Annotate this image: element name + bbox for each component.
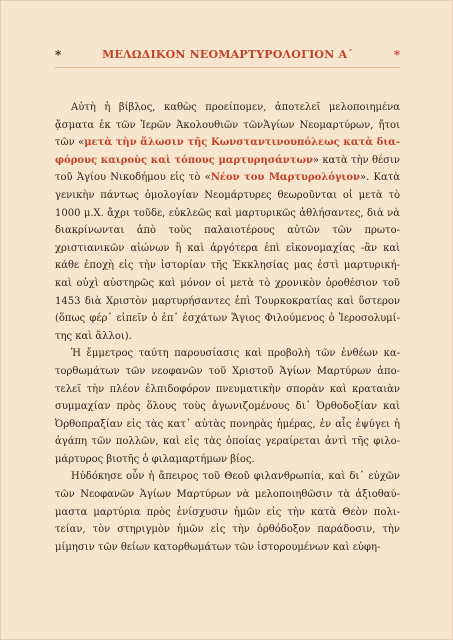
running-title: ΜΕΛΩΔΙΚΟΝ ΝΕΟΜΑΡΤΥΡΟΛΟΓΙΟΝ Α΄: [102, 48, 353, 61]
paragraph-2: Ἡ ἔμμετρος ταύτη παρουσίασις καὶ προβολὴ τῶν ἐνθέων κατορθωμάτων τῶν νεοφανῶν τοῦ Χριστοῦ Ἁγίων Μαρτύρων ἀποτελεῖ τὴν πλέον ἐλπιδοφόρον πνευματικὴν σπορὰν καὶ κραταιὰν συμμαχίαν πρὸς ὅλους τοὺς ἀγωνιζομένους δι᾽ Ὀρθοδοξίαν καὶ Ὀρθοπραξίαν εἰς τὰς κατ᾽ αὐτὰς πονηρὰς ἡμέρας, ἐν αἷς ἐψύγει ἡ ἀγάπη τῶν πολλῶν, καὶ εἰς τὰς ὁποίας γεραίρεται ἀντὶ τῆς φιλομάρτυρος βιοτῆς ὁ φιλαμαρτήμων βίος.: [55, 348, 400, 465]
header-divider: [55, 67, 400, 68]
paragraph-1: [55, 99, 400, 345]
paragraph-1-text-a: Αὐτὴ ἡ βίβλος, καθὼς προείπομεν, ἀποτελεῖ μελοποιημένα ᾄσματα ἐκ τῶν Ἱερῶν Ἀκολουθιῶν τῶνἉγίων Νεομαρτύρων, ἤτοι τῶν «: [55, 102, 400, 149]
left-star-mark: *: [55, 48, 62, 62]
highlight-phrase-2: Νέον του Μαρτυρολόγιον: [210, 172, 360, 184]
body-text: [55, 99, 400, 556]
paragraph-3: Ηὐδόκησε οὖν ἡ ἄπειρος τοῦ Θεοῦ φιλανθρωπία, καὶ δι᾽ εὐχῶν τῶν Νεοφανῶν Ἁγίων Μαρτύρων νὰ μελοποιηθῶσιν τὰ ἀξιοθαύμαστα μαρτύρια πρὸς ἐνίσχυσιν ἡμῶν εἰς τὴν κατὰ Θεὸν πολιτείαν, τὸν στηριγμὸν ἡμῶν εἰς τὴν ὀρθόδοξον παράδοσιν, τὴν μίμησιν τῶν θείων κατορθωμάτων τῶν ἱστορουμένων καὶ εὐφη-: [55, 471, 400, 553]
running-header: [55, 47, 400, 65]
paragraph-1-text-b: » κατὰ τὴν θέσιν τοῦ Ἁγίου Νικοδήμου εἰς τὸ «: [55, 154, 400, 184]
right-star-mark: *: [393, 48, 400, 62]
highlight-phrase-1: μετὰ τὴν ἅλωσιν τῆς Κωνσταντινουπόλεως κατὰ διαφόρους καιροὺς καὶ τόπους μαρτυρησάντων: [55, 137, 401, 166]
paragraph-1-text-c: ». Κατὰ γενικὴν πάντως ὁμολογίαν Νεομάρτυρες θεωροῦνται οἱ μετὰ τὸ 1000 μ.Χ. ἄχρι τοῦδε, εὐκλεῶς καὶ μαρτυρικῶς ἀθλήσαντες, διὰ νὰ διακρίνωνται ἀπὸ τοὺς παλαιοτέρους αὐτῶν τῶν πρωτοχριστιανικῶν αἰώνων ἢ καὶ ἀργότερα ἐπὶ εἰκονομαχίας -ἂν καὶ κάθε ἐποχὴ εἰς τὴν ἱστορίαν τῆς Ἐκκλησίας μας ἐστὶ μαρτυρική- καὶ οὐχὶ αὐστηρῶς καὶ μόνον οἱ μετὰ τὸ χρονικὸν ὁροθέσιον τοῦ 1453 διὰ Χριστὸν μαρτυρήσαντες ἐπὶ Τουρκοκρατίας καὶ ὕστερον (ὅπως φέρ᾽ εἰπεῖν ὁ ἐπ᾽ ἐσχάτων Ἅγιος Φιλούμενος ὁ Ἱεροσολυμίτης καὶ ἄλλοι).: [55, 172, 400, 342]
